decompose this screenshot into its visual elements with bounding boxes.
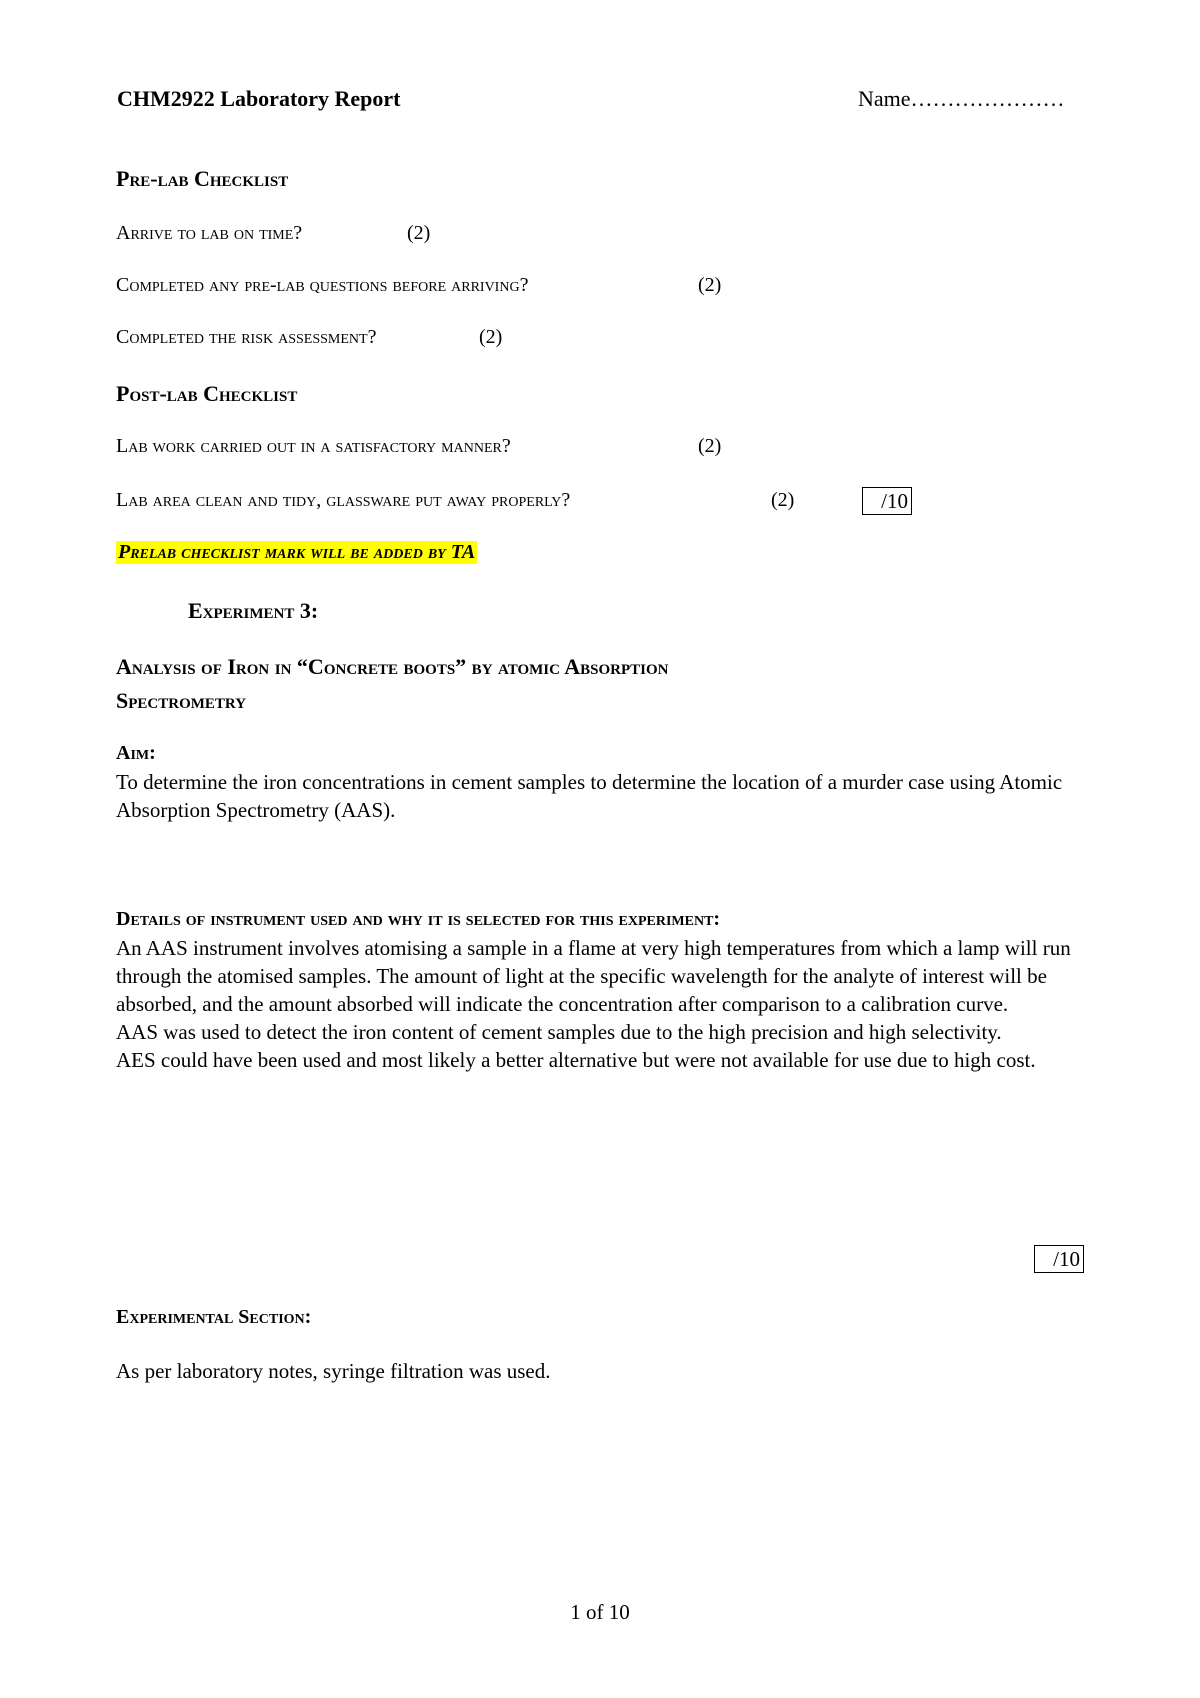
prelab-item-arrive: Arrive to lab on time? bbox=[116, 222, 303, 244]
prelab-item-arrive-points: (2) bbox=[407, 222, 431, 244]
page-number: 1 of 10 bbox=[570, 1600, 630, 1624]
experimental-text: As per laboratory notes, syringe filtration was used. bbox=[116, 1359, 551, 1383]
experiment-title-line2: Spectrometry bbox=[116, 688, 247, 713]
aim-heading: Aim: bbox=[116, 742, 156, 764]
instrument-paragraph-3: AES could have been used and most likely a better alternative but were not available for use due to high cost. bbox=[116, 1048, 1036, 1072]
experimental-heading: Experimental Section: bbox=[116, 1306, 312, 1328]
aim-text: To determine the iron concentrations in cement samples to determine the location of a murder case using Atomic Absorption Spectrometry (AAS). bbox=[116, 770, 1063, 822]
prelab-item-risk: Completed the risk assessment? bbox=[116, 326, 377, 348]
prelab-item-questions-points: (2) bbox=[698, 274, 722, 296]
instrument-score-box: /10 bbox=[1034, 1245, 1084, 1273]
instrument-details bbox=[116, 934, 1096, 1074]
experiment-title-line1: Analysis of Iron in “Concrete boots” by atomic Absorption bbox=[116, 654, 669, 679]
postlab-heading: Post-lab Checklist bbox=[116, 381, 298, 406]
experiment-number: Experiment 3: bbox=[188, 598, 319, 623]
prelab-item-questions: Completed any pre-lab questions before arriving? bbox=[116, 274, 529, 296]
postlab-item-clean: Lab area clean and tidy, glassware put away properly? bbox=[116, 489, 571, 511]
postlab-item-clean-points: (2) bbox=[771, 489, 795, 511]
prelab-heading: Pre-lab Checklist bbox=[116, 166, 289, 191]
instrument-paragraph-1: An AAS instrument involves atomising a sample in a flame at very high temperatures from which a lamp will run through the atomised samples. The amount of light at the specific wavelength for the analyte of interest will be absorbed, and the amount absorbed will indicate the concentration after comparison to a calibration curve. bbox=[116, 936, 1071, 1016]
name-field: Name………………… bbox=[858, 86, 1065, 111]
postlab-item-work: Lab work carried out in a satisfactory manner? bbox=[116, 435, 511, 457]
prelab-item-risk-points: (2) bbox=[479, 326, 503, 348]
ta-note-highlight: Prelab checklist mark will be added by TA bbox=[118, 541, 476, 563]
document-title: CHM2922 Laboratory Report bbox=[117, 86, 401, 111]
postlab-item-work-points: (2) bbox=[698, 435, 722, 457]
instrument-paragraph-2: AAS was used to detect the iron content of cement samples due to the high precision and high selectivity. bbox=[116, 1020, 1002, 1044]
checklist-score-box: /10 bbox=[862, 487, 912, 515]
instrument-heading: Details of instrument used and why it is selected for this experiment: bbox=[116, 908, 721, 930]
